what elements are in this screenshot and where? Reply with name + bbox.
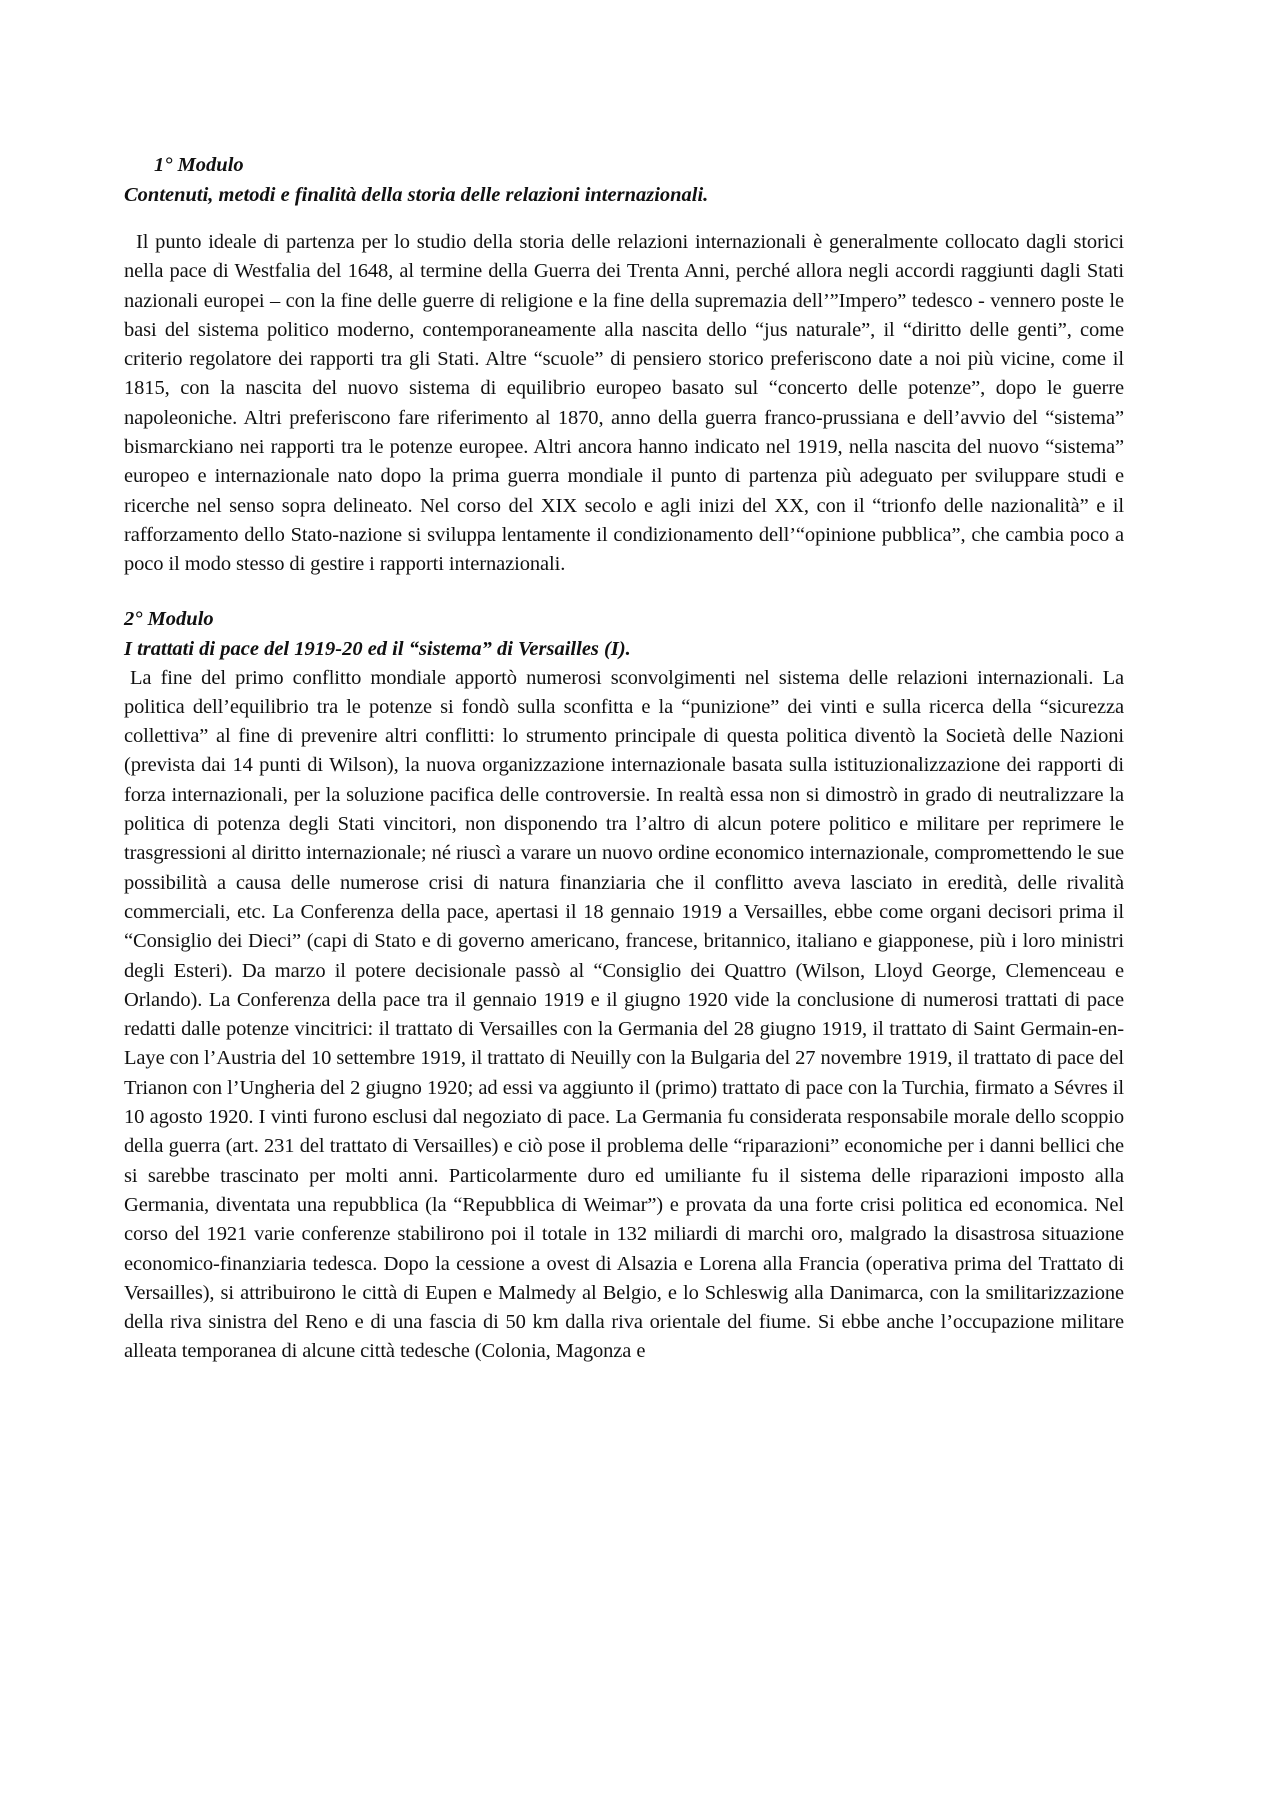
module-2-title: I trattati di pace del 1919-20 ed il “sistema” di Versailles (I). [124, 637, 631, 660]
module-2-body: La fine del primo conflitto mondiale apportò numerosi sconvolgimenti nel sistema delle relazioni internazionali. La politica dell’equilibrio tra le potenze si fondò sulla sconfitta e la “punizione” dei vinti e sulla ricerca della “sicurezza collettiva” al fine di prevenire altri conflitti: lo strumento principale di questa politica diventò la Società delle Nazioni (prevista dai 14 punti di Wilson), la nuova organizzazione internazionale basata sulla istituzionalizzazione dei rapporti di forza internazionali, per la soluzione pacifica delle controversie. In realtà essa non si dimostrò in grado di neutralizzare la politica di potenza degli Stati vincitori, non disponendo tra l’altro di alcun potere politico e militare per reprimere le trasgressioni al diritto internazionale; né riuscì a varare un nuovo ordine economico internazionale, compromettendo le sue possibilità a causa delle numerose crisi di natura finanziaria che il conflitto aveva lasciato in eredità, delle rivalità commerciali, etc. La Conferenza della pace, apertasi il 18 gennaio 1919 a Versailles, ebbe come organi decisori prima il “Consiglio dei Dieci” (capi di Stato e di governo americano, francese, britannico, italiano e giapponese, più i loro ministri degli Esteri). Da marzo il potere decisionale passò al “Consiglio dei Quattro (Wilson, Lloyd George, Clemenceau e Orlando). La Conferenza della pace tra il gennaio 1919 e il giugno 1920 vide la conclusione di numerosi trattati di pace redatti dalle potenze vincitrici: il trattato di Versailles con la Germania del 28 giugno 1919, il trattato di Saint Germain-en-Laye con l’Austria del 10 settembre 1919, il trattato di Neuilly con la Bulgaria del 27 novembre 1919, il trattato di pace del Trianon con l’Ungheria del 2 giugno 1920; ad essi va aggiunto il (primo) trattato di pace con la Turchia, firmato a Sévres il 10 agosto 1920. I vinti furono esclusi dal negoziato di pace. La Germania fu considerata responsabile morale dello scoppio della guerra (art. 231 del trattato di Versailles) e ciò pose il problema delle “riparazioni” economiche per i danni bellici che si sarebbe trascinato per molti anni. Particolarmente duro ed umiliante fu il sistema delle riparazioni imposto alla Germania, diventata una repubblica (la “Repubblica di Weimar”) e provata da una forte crisi politica ed economica. Nel corso del 1921 varie conferenze stabilirono poi il totale in 132 miliardi di marchi oro, malgrado la disastrosa situazione economico-finanziaria tedesca. Dopo la cessione a ovest di Alsazia e Lorena alla Francia (operativa prima del Trattato di Versailles), si attribuirono le città di Eupen e Malmedy al Belgio, e lo Schleswig alla Danimarca, con la smilitarizzazione della riva sinistra del Reno e di una fascia di 50 km dalla riva orientale del fiume. Si ebbe anche l’occupazione militare alleata temporanea di alcune città tedesche (Colonia, Magonza e [124, 666, 1124, 1363]
module-1-body: Il punto ideale di partenza per lo studio della storia delle relazioni internazionali è generalmente collocato dagli storici nella pace di Westfalia del 1648, al termine della Guerra dei Trenta Anni, perché allora negli accordi raggiunti dagli Stati nazionali europei – con la fine delle guerre di religione e la fine della supremazia dell’”Impero” tedesco - vennero poste le basi del sistema politico moderno, contemporaneamente alla nascita dello “jus naturale”, il “diritto delle genti”, come criterio regolatore dei rapporti tra gli Stati. Altre “scuole” di pensiero storico preferiscono date a noi più vicine, come il 1815, con la nascita del nuovo sistema di equilibrio europeo basato sul “concerto delle potenze”, dopo le guerre napoleoniche. Altri preferiscono fare riferimento al 1870, anno della guerra franco-prussiana e dell’avvio del “sistema” bismarckiano nei rapporti tra le potenze europee. Altri ancora hanno indicato nel 1919, nella nascita del nuovo “sistema” europeo e internazionale nato dopo la prima guerra mondiale il punto di partenza più adeguato per sviluppare studi e ricerche nel senso sopra delineato. Nel corso del XIX secolo e agli inizi del XX, con il “trionfo delle nazionalità” e il rafforzamento dello Stato-nazione si sviluppa lentamente il condizionamento dell’“opinione pubblica”, che cambia poco a poco il modo stesso di gestire i rapporti internazionali. [124, 231, 1124, 576]
spacer [124, 210, 1124, 228]
section-gap [124, 580, 1124, 604]
module-2-label: 2° Modulo [124, 607, 214, 630]
module-1-title: Contenuti, metodi e finalità della storia delle relazioni internazionali. [124, 184, 709, 206]
module-1-section [124, 150, 1124, 580]
module-2-section [124, 604, 1124, 1367]
module-1-label: 1° Modulo [154, 154, 244, 176]
document-page [124, 150, 1124, 1367]
